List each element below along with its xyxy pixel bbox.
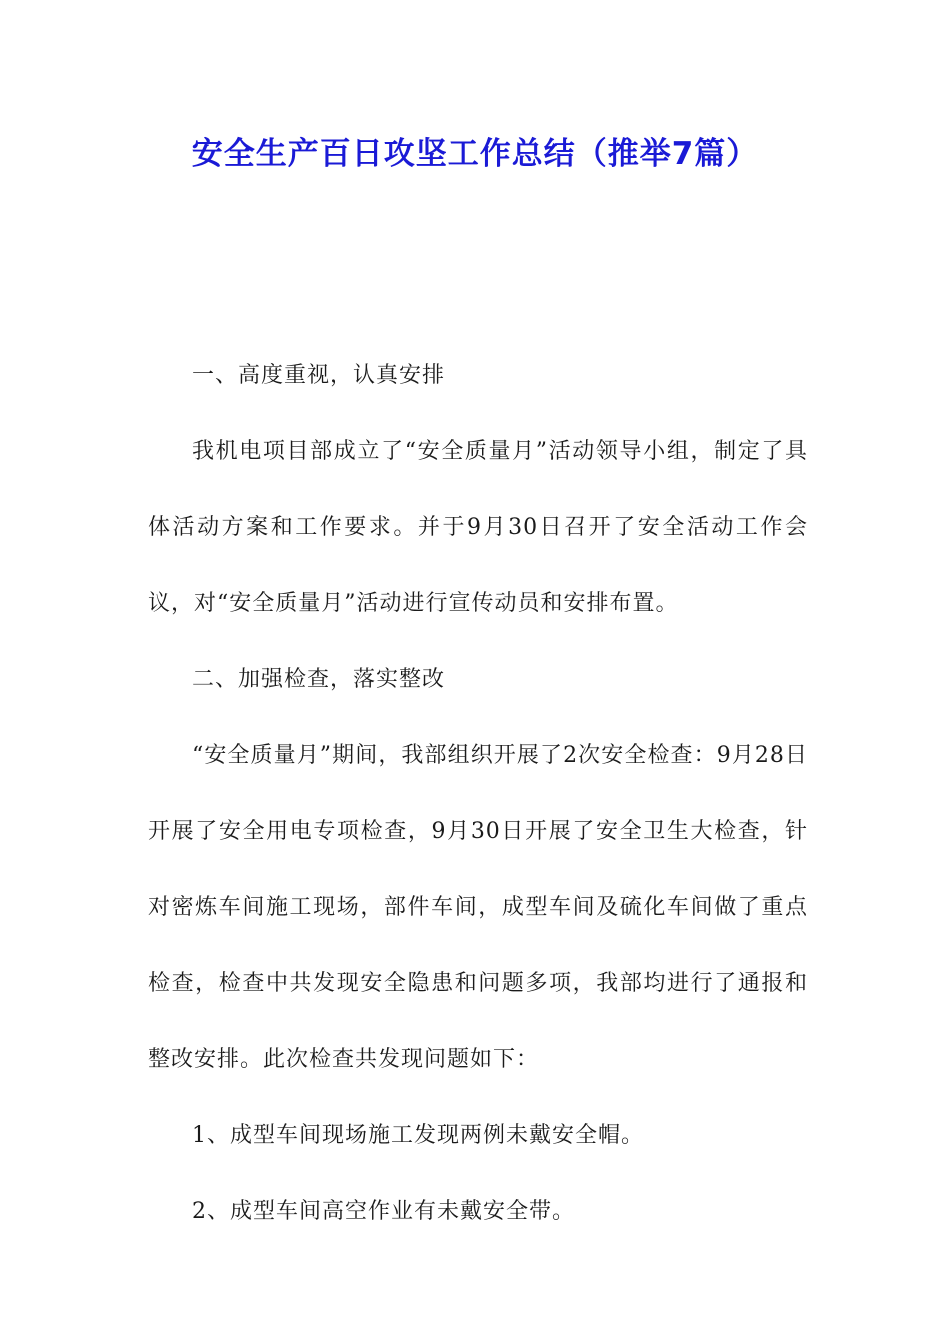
list-item-2: 2、成型车间高空作业有未戴安全带。: [192, 1199, 575, 1224]
section-heading-1: 一、高度重视，认真安排: [192, 363, 446, 388]
body-paragraph-1: 我机电项目部成立了“安全质量月”活动领导小组，制定了具体活动方案和工作要求。并于9月30日召开了安全活动工作会议，对“安全质量月”活动进行宣传动员和安排布置。: [148, 439, 808, 616]
list-item-1: 1、成型车间现场施工发现两例未戴安全帽。: [192, 1123, 644, 1148]
section-heading-2: 二、加强检查，落实整改: [192, 667, 446, 692]
document-body: [148, 338, 808, 1250]
document-title: 安全生产百日攻坚工作总结（推举7篇）: [191, 136, 759, 172]
body-paragraph-2: “安全质量月”期间，我部组织开展了2次安全检查：9月28日开展了安全用电专项检查，9月30日开展了安全卫生大检查，针对密炼车间施工现场，部件车间，成型车间及硫化车间做了重点检查，检查中共发现安全隐患和问题多项，我部均进行了通报和整改安排。此次检查共发现问题如下：: [148, 743, 808, 1072]
